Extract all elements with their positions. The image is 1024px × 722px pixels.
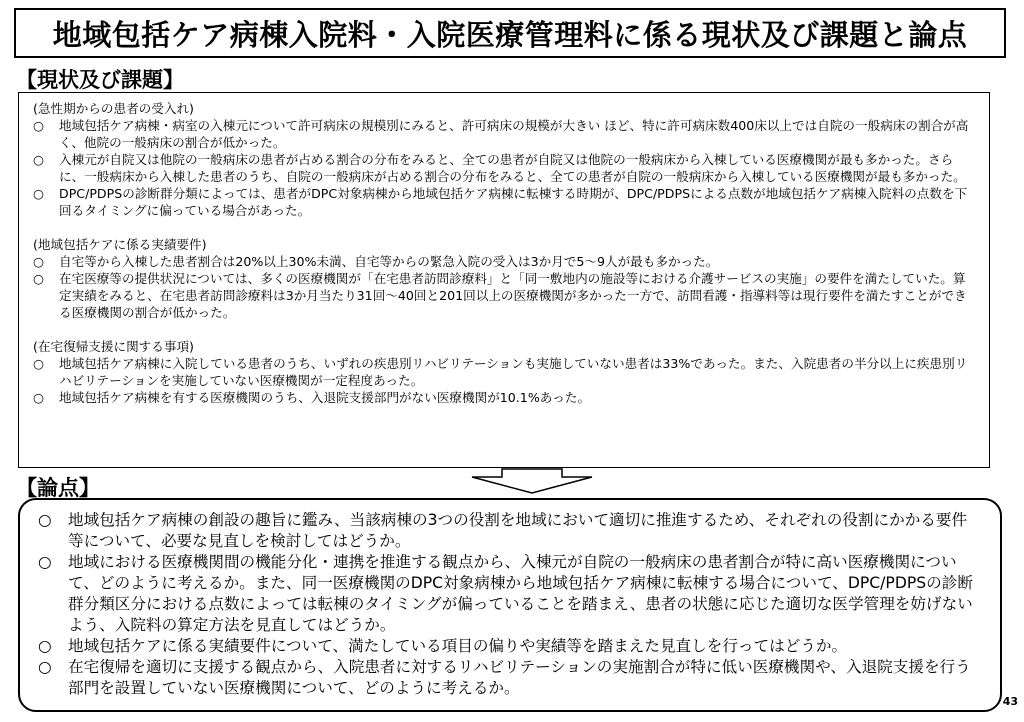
list-item xyxy=(38,657,982,699)
list-item-text: 在宅復帰を適切に支援する観点から、入院患者に対するリハビリテーションの実施割合が特に低い医療機関や、入退院支援を行う部門を設置していない医療機関について、どのように考えるか。 xyxy=(68,658,971,697)
bullet-circle: ○ xyxy=(33,152,44,167)
status-section-heading: 【現状及び課題】 xyxy=(16,68,184,92)
list-item-text: 地域における医療機関間の機能分化・連携を推進する観点から、入棟元が自院の一般病床の患者割合が特に高い医療機関について、どのように考えるか。また、同一医療機関のDPC対象病棟から地域包括ケア病棟に転棟する場合について、DPC/PDPSの診断群分類区分における点数によっては転棟のタイミングが偏っていることを踏まえ、患者の状態に応じた適切な医学管理を妨げないよう、入院料の算定方法を見直してはどうか。 xyxy=(68,553,973,634)
list-item xyxy=(33,117,975,151)
status-group xyxy=(33,338,975,406)
list-item-text: 地域包括ケア病棟・病室の入棟元について許可病床の規模別にみると、許可病床の規模が大きい ほど、特に許可病床数400床以上では自院の一般病床の割合が高く、他院の一般病床の割合が低かった。 xyxy=(59,118,969,150)
status-group-heading: (地域包括ケアに係る実績要件) xyxy=(33,237,207,252)
list-item-text: 地域包括ケアに係る実績要件について、満たしている項目の偏りや実績等を踏まえた見直しを行ってはどうか。 xyxy=(68,637,848,655)
bullet-circle: ○ xyxy=(33,356,44,371)
bullet-circle: ○ xyxy=(33,118,44,133)
status-box xyxy=(18,92,990,468)
page-number: 43 xyxy=(1002,695,1018,708)
issues-box xyxy=(18,498,1002,712)
bullet-circle: ○ xyxy=(33,186,44,201)
down-arrow-icon xyxy=(470,468,594,494)
list-item xyxy=(38,552,982,636)
bullet-circle: ○ xyxy=(33,390,44,405)
list-item xyxy=(33,253,975,270)
list-item xyxy=(33,270,975,321)
list-item xyxy=(38,636,982,657)
list-item-text: 地域包括ケア病棟を有する医療機関のうち、入退院支援部門がない医療機関が10.1%あった。 xyxy=(59,390,591,405)
status-group-heading: (急性期からの患者の受入れ) xyxy=(33,101,194,116)
bullet-circle: ○ xyxy=(38,658,52,676)
list-item-text: 地域包括ケア病棟の創設の趣旨に鑑み、当該病棟の3つの役割を地域において適切に推進するため、それぞれの役割にかかる要件等について、必要な見直しを検討してはどうか。 xyxy=(68,511,968,550)
list-item xyxy=(33,185,975,219)
list-item xyxy=(33,389,975,406)
bullet-circle: ○ xyxy=(38,511,52,529)
page-title: 地域包括ケア病棟入院料・入院医療管理料に係る現状及び課題と論点 xyxy=(52,17,968,52)
status-group xyxy=(33,100,975,219)
list-item xyxy=(38,510,982,552)
list-item xyxy=(33,355,975,389)
list-item-text: DPC/PDPSの診断群分類によっては、患者がDPC対象病棟から地域包括ケア病棟に転棟する時期が、DPC/PDPSによる点数が地域包括ケア病棟入院料の点数を下回るタイミングに偏っている場合があった。 xyxy=(59,186,968,218)
bullet-circle: ○ xyxy=(33,271,44,286)
issues-section-heading: 【論点】 xyxy=(16,476,100,500)
list-item-text: 在宅医療等の提供状況については、多くの医療機関が「在宅患者訪問診療料」と「同一敷地内の施設等における介護サービスの実施」の要件を満たしていた。算定実績をみると、在宅患者訪問診療料は3か月当たり31回〜40回と201回以上の医療機関が多かった一方で、訪問看護・指導料等は現行要件を満たすことができる医療機関の割合が低かった。 xyxy=(59,271,967,320)
page-title-box xyxy=(14,8,1006,58)
list-item xyxy=(33,151,975,185)
status-group xyxy=(33,236,975,321)
list-item-text: 入棟元が自院又は他院の一般病床の患者が占める割合の分布をみると、全ての患者が自院又は他院の一般病床から入棟している医療機関が最も多かった。さらに、一般病床から入棟した患者のうち、自院の一般病床が占める割合の分布をみると、全ての患者が自院の一般病床から入棟している医療機関が最も多かった。 xyxy=(59,152,966,184)
bullet-circle: ○ xyxy=(38,637,52,655)
list-item-text: 地域包括ケア病棟に入院している患者のうち、いずれの疾患別リハビリテーションも実施していない患者は33%であった。また、入院患者の半分以上に疾患別リハビリテーションを実施していない医療機関が一定程度あった。 xyxy=(59,356,968,388)
list-item-text: 自宅等から入棟した患者割合は20%以上30%未満、自宅等からの緊急入院の受入は3か月で5〜9人が最も多かった。 xyxy=(59,254,719,269)
status-group-heading: (在宅復帰支援に関する事項) xyxy=(33,339,194,354)
bullet-circle: ○ xyxy=(33,254,44,269)
bullet-circle: ○ xyxy=(38,553,52,571)
